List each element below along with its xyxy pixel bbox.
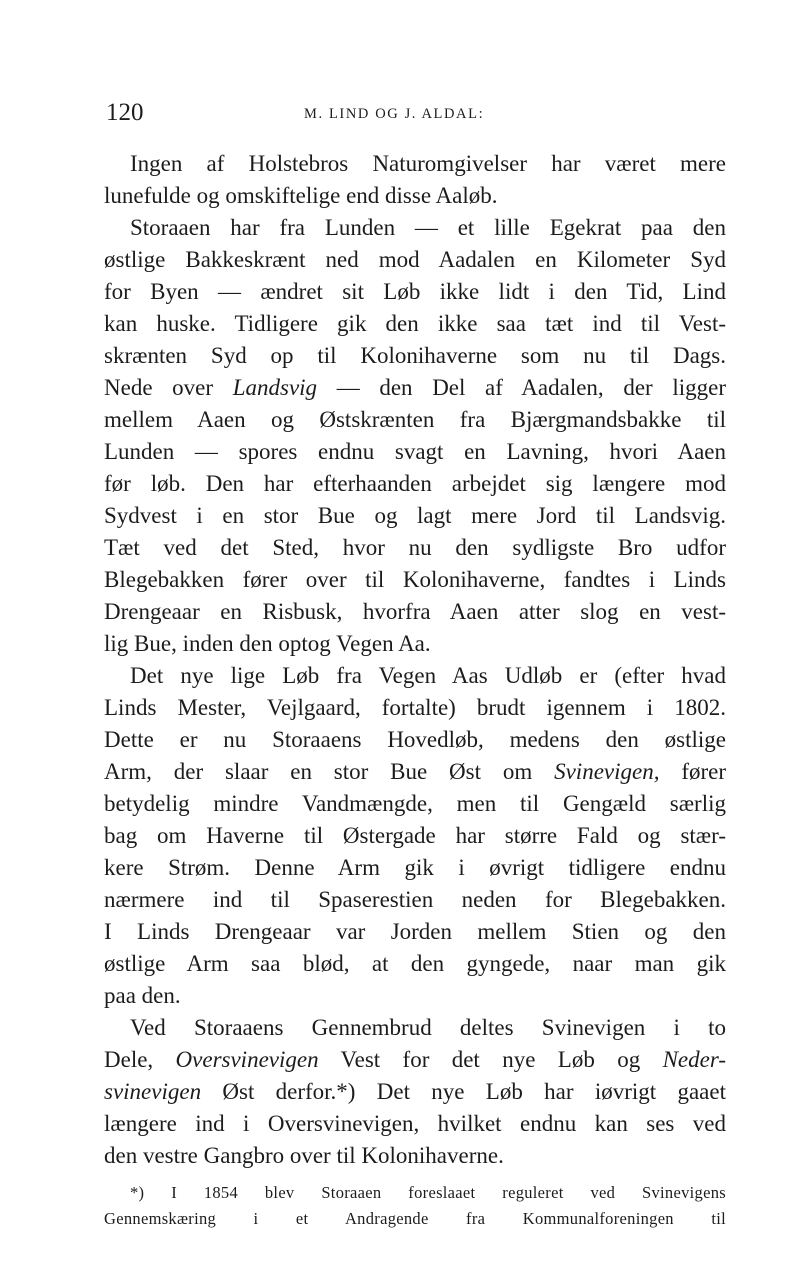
- text-line: mellem Aaen og Østskrænten fra Bjærgmandsbakke til: [104, 407, 726, 432]
- text-line: lig Bue, inden den optog Vegen Aa.: [104, 631, 431, 656]
- text-line: østlige Bakkeskrænt ned mod Aadalen en Kilometer Syd: [104, 247, 726, 272]
- text-line: før løb. Den har efterhaanden arbejdet sig længere mod: [104, 471, 726, 496]
- text-line: Linds Mester, Vejlgaard, fortalte) brudt igennem i 1802.: [104, 695, 726, 720]
- text-line: [104, 1076, 726, 1108]
- text-line: [104, 756, 726, 788]
- text-line: bag om Haverne til Østergade har større Fald og stær-: [104, 823, 726, 848]
- text-line: Lunden — spores endnu svagt en Lavning, hvori Aaen: [104, 439, 726, 464]
- text-line: [104, 372, 726, 404]
- text-line: for Byen — ændret sit Løb ikke lidt i den Tid, Lind: [104, 279, 726, 304]
- text-segment: Vest for det nye Løb og: [318, 1047, 663, 1072]
- footnote: [104, 1180, 726, 1232]
- text-segment: fører: [659, 759, 726, 784]
- footnote-line: *) I 1854 blev Storaaen foreslaaet reguleret ved Svinevigens: [130, 1183, 726, 1202]
- text-line: paa den.: [104, 983, 181, 1008]
- body-text: [104, 148, 726, 1172]
- text-segment: Nede over: [104, 375, 233, 400]
- text-line: Det nye lige Løb fra Vegen Aas Udløb er (efter hvad: [130, 663, 726, 688]
- text-line: kan huske. Tidligere gik den ikke saa tæt ind til Vest-: [104, 311, 726, 336]
- text-segment: Dele,: [104, 1047, 176, 1072]
- place-name-nedersvinevigen-part2: svinevigen: [104, 1079, 202, 1104]
- text-line: Ved Storaaens Gennembrud deltes Svinevigen i to: [130, 1015, 726, 1040]
- text-line: Sydvest i en stor Bue og lagt mere Jord til Landsvig.: [104, 503, 726, 528]
- running-title: M. LIND OG J. ALDAL:: [304, 106, 485, 122]
- text-line: Drengeaar en Risbusk, hvorfra Aaen atter slog en vest-: [104, 599, 726, 624]
- text-segment: Arm, der slaar en stor Bue Øst om: [104, 759, 555, 784]
- text-line: Tæt ved det Sted, hvor nu den sydligste Bro udfor: [104, 535, 726, 560]
- text-line: [104, 1044, 726, 1076]
- text-line: den vestre Gangbro over til Kolonihaverne.: [104, 1143, 504, 1168]
- text-line: østlige Arm saa blød, at den gyngede, naar man gik: [104, 951, 726, 976]
- text-line: Storaaen har fra Lunden — et lille Egekrat paa den: [130, 215, 726, 240]
- footnote-line: Gennemskæring i et Andragende fra Kommunalforeningen til: [104, 1209, 726, 1228]
- text-line: Dette er nu Storaaens Hovedløb, medens den østlige: [104, 727, 726, 752]
- text-line: Blegebakken fører over til Kolonihaverne, fandtes i Linds: [104, 567, 726, 592]
- text-segment: — den Del af Aadalen, der ligger: [317, 375, 726, 400]
- text-line: Ingen af Holstebros Naturomgivelser har været mere: [130, 151, 726, 176]
- text-line: længere ind i Oversvinevigen, hvilket endnu kan ses ved: [104, 1111, 726, 1136]
- text-line: kere Strøm. Denne Arm gik i øvrigt tidligere endnu: [104, 855, 726, 880]
- place-name-svinevigen: Svinevigen,: [554, 759, 660, 784]
- place-name-oversvinevigen: Oversvinevigen: [175, 1047, 319, 1072]
- text-line: nærmere ind til Spaserestien neden for Blegebakken.: [104, 887, 726, 912]
- place-name-nedersvinevigen-part1: Neder-: [662, 1047, 726, 1072]
- page-number: 120: [106, 99, 144, 126]
- text-line: I Linds Drengeaar var Jorden mellem Stien og den: [104, 919, 726, 944]
- running-header: [104, 96, 726, 136]
- place-name-landsvig: Landsvig: [232, 375, 318, 400]
- text-line: skrænten Syd op til Kolonihaverne som nu til Dags.: [104, 343, 726, 368]
- book-page: [104, 96, 726, 1232]
- text-line: betydelig mindre Vandmængde, men til Gengæld særlig: [104, 791, 726, 816]
- text-line: lunefulde og omskiftelige end disse Aaløb.: [104, 183, 498, 208]
- text-segment: Øst derfor.*) Det nye Løb har iøvrigt gaaet: [201, 1079, 726, 1104]
